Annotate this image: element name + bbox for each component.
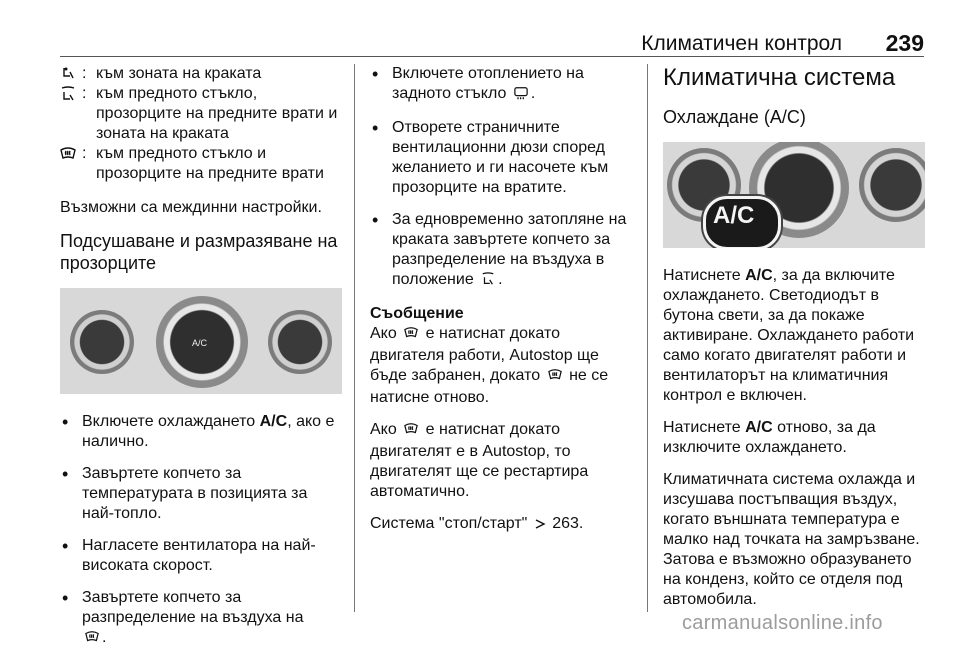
airflow-windshield-feet-icon bbox=[60, 84, 82, 144]
list-item: • Завъртете копчето за температурата в позицията за най-топло. bbox=[60, 464, 342, 524]
cross-reference[interactable]: Система "стоп/старт" 263. bbox=[370, 514, 635, 536]
airflow-windshield-feet-icon bbox=[480, 272, 496, 292]
def-defrost: : към предното стъкло и прозорците на предните врати bbox=[60, 144, 342, 184]
list-item: • Включете охлаждането A/C, ако е налично. bbox=[60, 412, 342, 452]
def-feet-text: към зоната на краката bbox=[96, 65, 262, 82]
list-item: • Нагласете вентилатора на най-високата скорост. bbox=[60, 536, 342, 576]
list-item: • Включете отоплението на задното стъкло . bbox=[370, 64, 635, 106]
right-knob bbox=[268, 310, 332, 374]
ac-button-photo bbox=[663, 142, 925, 248]
defrost-windshield-icon bbox=[60, 144, 82, 184]
def-defrost-text: към предното стъкло и прозорците на предните врати bbox=[96, 145, 324, 182]
column-2 bbox=[370, 64, 635, 548]
column-divider-2 bbox=[647, 64, 648, 612]
rear-window-heating-icon bbox=[513, 86, 529, 106]
column-3 bbox=[663, 64, 925, 622]
ac-paragraph-2: Натиснете A/C отново, за да изключите охлаждането. bbox=[663, 419, 876, 456]
note-title: Съобщение bbox=[370, 305, 464, 322]
chapter-title: Климатичен контрол bbox=[641, 32, 842, 55]
page-number: 239 bbox=[885, 30, 924, 56]
ac-paragraph-3: Климатичната система охлажда и изсушава постъпващия въздух, когато външната температура е малко над точката на замръзване. Затова е възможно образуването на конденз, който се отделя под автомобила. bbox=[663, 471, 920, 608]
header-rule bbox=[60, 56, 924, 57]
defrost-windshield-icon bbox=[403, 326, 419, 346]
column-1 bbox=[60, 64, 342, 662]
ac-button-callout-label: A/C bbox=[713, 202, 755, 229]
page-reference-icon bbox=[534, 516, 546, 536]
def-windshield-feet-text: към предното стъкло, прозорците на предните врати и зоната на краката bbox=[96, 85, 338, 142]
list-item: • За едновременно затопляне на краката завъртете копчето за разпределение на въздуха в положение . bbox=[370, 210, 635, 292]
airflow-definitions bbox=[60, 64, 342, 184]
def-windshield-feet: : към предното стъкло, прозорците на предните врати и зоната на краката bbox=[60, 84, 342, 144]
note-paragraph-2: Ако е натиснат докато двигателят е в Autostop, то двигателят ще се рестартира автоматично. bbox=[370, 421, 589, 500]
defog-steps-continued bbox=[370, 64, 635, 292]
list-item: • Завъртете копчето за разпределение на въздуха на . bbox=[60, 588, 342, 650]
section-subhead-defog: Подсушаване и размразяване на прозорците bbox=[60, 231, 338, 273]
defrost-windshield-icon bbox=[547, 368, 563, 388]
note-paragraph-1: Ако е натиснат докато двигателя работи, Autostop ще бъде забранен, докато не се натисне отново. bbox=[370, 325, 609, 406]
defrost-windshield-icon bbox=[403, 422, 419, 442]
defrost-windshield-icon bbox=[84, 630, 100, 650]
defog-steps bbox=[60, 412, 342, 650]
section-subtitle: Охлаждане (A/C) bbox=[663, 107, 806, 127]
ac-paragraph-1: Натиснете A/C, за да включите охлаждането. Светодиодът в бутона свети, за да покаже активиране. Охлаждането работи само когато двигателят работи и вентилаторът на климатичния контрол е включен. bbox=[663, 267, 915, 404]
left-knob bbox=[70, 310, 134, 374]
right-knob bbox=[859, 148, 925, 222]
def-feet: : към зоната на краката bbox=[60, 64, 342, 84]
section-title: Климатична система bbox=[663, 64, 896, 91]
center-knob-label: A/C bbox=[192, 338, 208, 348]
page-header bbox=[0, 0, 960, 60]
climate-panel-photo bbox=[60, 288, 342, 394]
column-divider-1 bbox=[354, 64, 355, 612]
intermediate-settings-text: Възможни са междинни настройки. bbox=[60, 199, 322, 216]
watermark: carmanualsonline.info bbox=[682, 612, 883, 634]
list-item: • Отворете страничните вентилационни дюзи според желанието и ги насочете към прозорците на вратите. bbox=[370, 118, 635, 198]
airflow-feet-icon bbox=[60, 64, 82, 84]
